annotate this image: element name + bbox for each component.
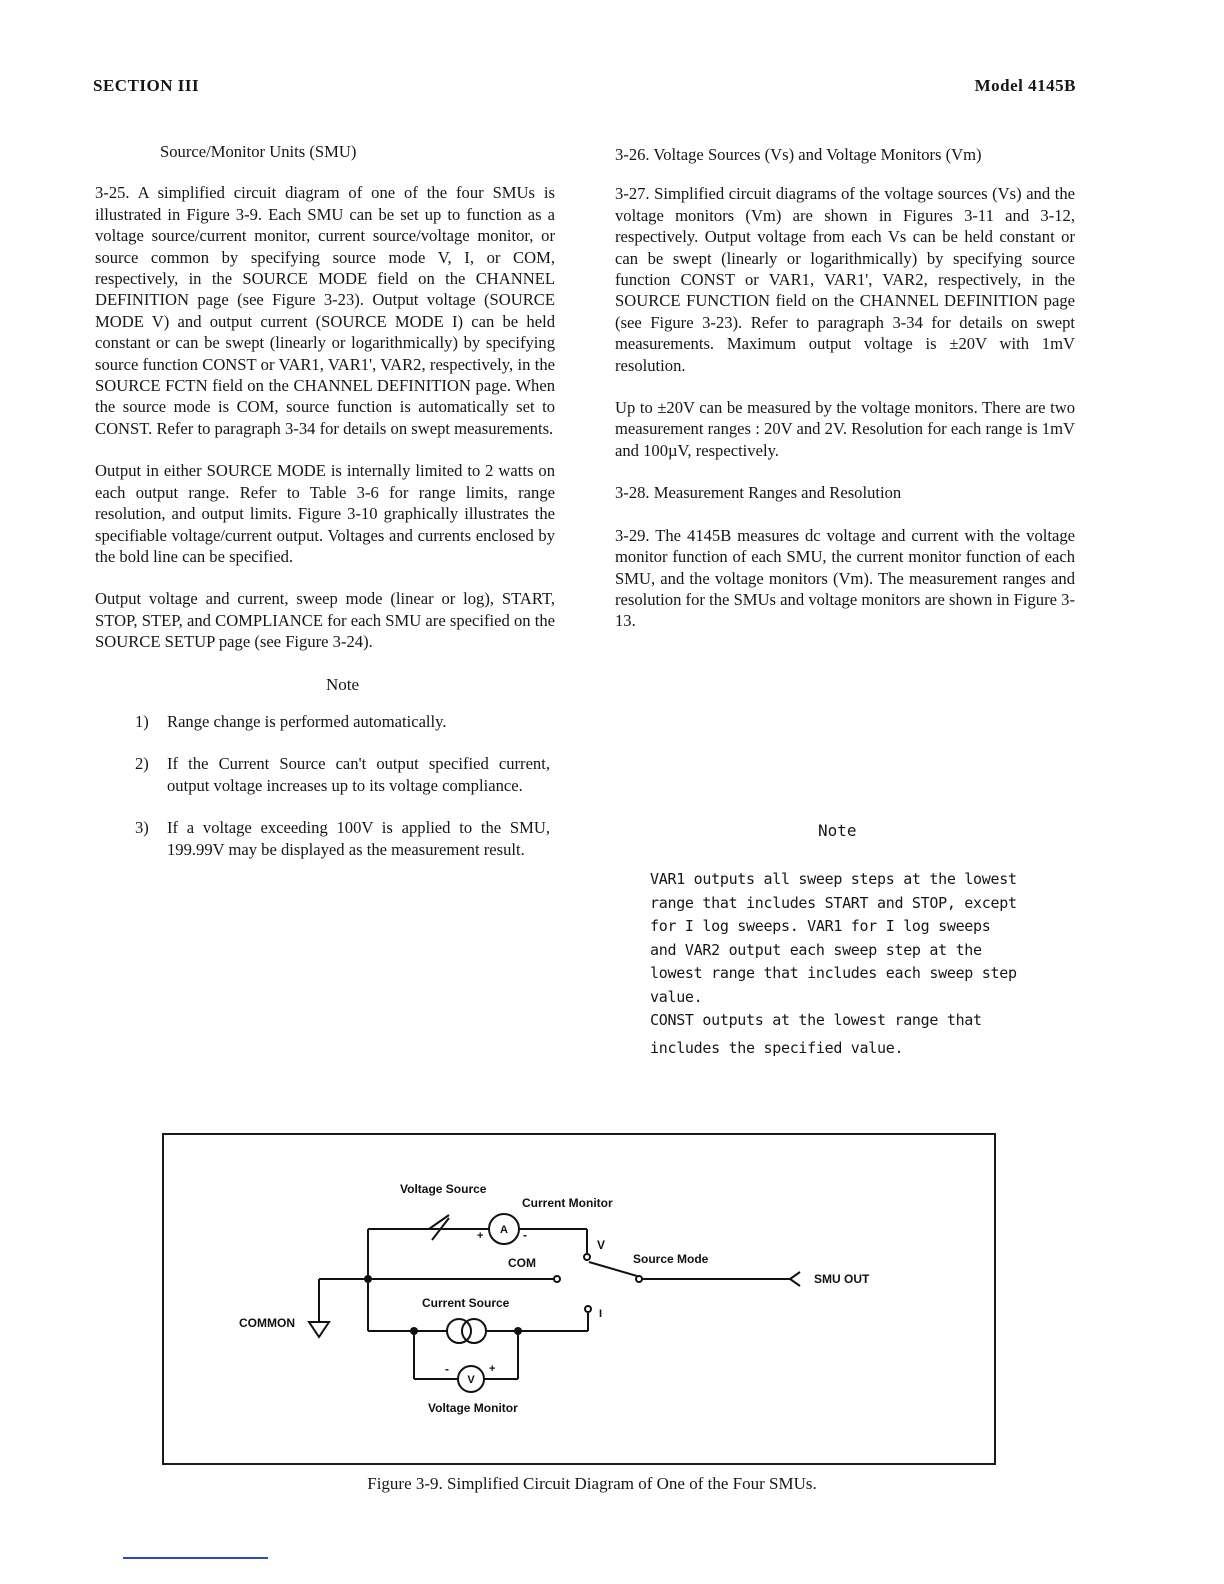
right-note [650,868,1030,1060]
right-column [615,144,1075,653]
switch-pivot [636,1276,642,1282]
note-line: lowest range that includes each sweep step [650,964,1017,982]
note-number: 1) [135,711,149,731]
note-number: 2) [135,754,149,774]
note-line: and VAR2 output each sweep step at the [650,940,982,959]
model-label: Model 4145B [974,76,1076,95]
paragraph-3-29: 3-29. The 4145B measures dc voltage and current with the voltage monitor function of each SMU, the current monitor function of each SMU, and the voltage monitors (Vm). The measurement ranges and resolution for the SMUs and voltage monitors are shown in Figure 3-13. [615,525,1075,631]
note-line: VAR1 outputs all sweep steps at the lowest [650,870,1017,888]
paragraph-voltage-monitors: Up to ±20V can be measured by the voltage monitors. There are two measurement ranges : 20V and 2V. Resolution for each range is 1mV and 100µV, respectively. [615,398,1075,460]
junction-dot [410,1327,418,1335]
v-terminal [584,1254,590,1260]
common-label: COMMON [239,1316,295,1330]
com-terminal [554,1276,560,1282]
note-item [135,817,550,860]
smu-out-label: SMU OUT [814,1272,870,1286]
junction-dot [364,1275,372,1283]
current-source-circle-left [447,1319,471,1343]
note-text: If a voltage exceeding 100V is applied to the SMU, 199.99V may be displayed as the measurement result. [167,818,550,859]
paragraph-3-25: 3-25. A simplified circuit diagram of one of the four SMUs is illustrated in Figure 3-9. Each SMU can be set up to function as a voltage source/current monitor, current source/voltage monitor, or source common by specifying source mode V, I, or COM, respectively, in the SOURCE MODE field on the CHANNEL DEFINITION page (see Figure 3-23). Output voltage (SOURCE MODE V) and output current (SOURCE MODE I) can be held constant or can be swept (linearly or logarithmically) by specifying source function CONST or VAR1, VAR1', VAR2, respectively, in the SOURCE FCTN field on the CHANNEL DEFINITION page. When the source mode is COM, source function is automatically set to CONST. Refer to paragraph 3-34 for details on swept measurements. [95,183,555,438]
note-item [135,711,550,732]
ammeter-symbol-label: A [500,1224,508,1236]
section-label: SECTION III [93,76,200,95]
note-line: value. [650,987,703,1006]
figure-caption: Figure 3-9. Simplified Circuit Diagram of One of the Four SMUs. [367,1474,817,1493]
voltage-monitor-label: Voltage Monitor [428,1401,518,1415]
left-note [95,674,550,860]
left-note-title: Note [325,674,360,694]
vmon-plus-sign: + [489,1363,496,1375]
section-3-26-heading: 3-26. Voltage Sources (Vs) and Voltage Monitors (Vm) [615,145,982,164]
plus-sign: + [477,1230,484,1242]
i-terminal-label: I [599,1308,603,1320]
figure-3-9-frame [162,1133,996,1465]
voltage-source-label: Voltage Source [400,1182,487,1196]
note-line: for I log sweeps. VAR1 for I log sweeps [650,917,991,935]
note-line: includes the specified value. [650,1038,904,1057]
section-3-28-heading: 3-28. Measurement Ranges and Resolution [615,483,902,503]
note-text: Range change is performed automatically. [167,711,447,731]
voltmeter-symbol-label: V [467,1374,475,1386]
common-ground-icon [309,1322,329,1337]
right-note-title: Note [818,821,857,840]
paragraph-output-setup: Output voltage and current, sweep mode (linear or log), START, STOP, STEP, and COMPLIANCE for each SMU are specified on the SOURCE SETUP page (see Figure 3-24). [95,589,555,652]
smu-heading: Source/Monitor Units (SMU) [160,142,357,161]
minus-sign: - [523,1228,527,1242]
junction-dot [514,1327,522,1335]
left-column [95,141,555,860]
smu-circuit-diagram [164,1135,994,1463]
left-note-list [135,711,550,860]
v-terminal-label: V [597,1238,606,1252]
note-number: 3) [135,818,149,838]
note-line: CONST outputs at the lowest range that [650,1011,982,1029]
paragraph-3-27: 3-27. Simplified circuit diagrams of the voltage sources (Vs) and the voltage monitors (Vm) are shown in Figures 3-11 and 3-12, respectively. Output voltage from each Vs can be held constant or can be swept (linearly or logarithmically) by specifying source function CONST or VAR1, VAR1', VAR2, respectively, in the SOURCE FUNCTION field on the CHANNEL DEFINITION page (see Figure 3-23). Refer to paragraph 3-34 for details on swept measurements. Maximum output voltage is ±20V with 1mV resolution. [615,184,1075,375]
source-mode-label: Source Mode [633,1252,709,1266]
current-source-label: Current Source [422,1296,510,1310]
paragraph-output-limit: Output in either SOURCE MODE is internally limited to 2 watts on each output range. Refer to Table 3-6 for range limits, range resolution, and output limits. Figure 3-10 graphically illustrates the specifiable voltage/current output. Voltages and currents enclosed by the bold line can be specified. [95,461,555,566]
vmon-minus-sign: - [445,1362,449,1376]
com-label: COM [508,1256,536,1270]
note-text: If the Current Source can't output specified current, output voltage increases up to its voltage compliance. [167,754,550,795]
note-item [135,753,550,796]
smu-out-connector-icon [790,1272,800,1286]
i-terminal [585,1306,591,1312]
source-mode-switch-arm [589,1262,637,1276]
current-source-circle-right [462,1319,486,1343]
footnote-rule [123,1557,268,1559]
current-monitor-label: Current Monitor [522,1196,613,1210]
note-line: range that includes START and STOP, except [650,893,1017,912]
